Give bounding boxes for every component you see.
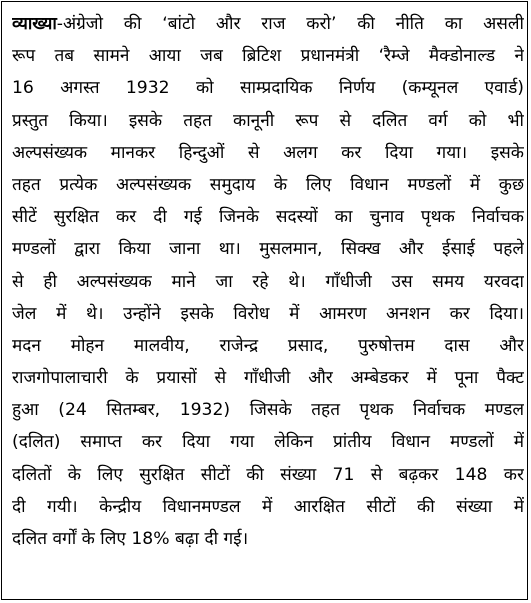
passage-line-5: अल्पसंख्यक मानकर हिन्दुओं से अलग कर दिया गया। इसके (12, 142, 524, 163)
passage-line-6: तहत प्रत्येक अल्पसंख्यक समुदाय के लिए विधान मण्डलों में कुछ (12, 174, 524, 195)
passage-line-9: से ही अल्पसंख्यक माने जा रहे थे। गाँधीजी उस समय यरवदा (12, 271, 524, 292)
passage-line-17: दलित वर्गों के लिए 18% बढ़ा दी गई। (12, 529, 249, 549)
passage-line-13: हुआ (24 सितम्बर, 1932) जिसके तहत पृथक निर्वाचक मण्डल (12, 400, 524, 421)
passage-line-text: -अंग्रेजो की ‘बांटो और राज करो’ की नीति का असली (56, 14, 524, 34)
passage-line-14: (दलित) समाप्त कर दिया गया लेकिन प्रांतीय विधान मण्डलों में (12, 432, 524, 453)
passage-text (12, 8, 524, 555)
passage-line-1 (12, 8, 524, 40)
passage-box (1, 1, 528, 600)
passage-line-7: सीटें सुरक्षित कर दी गई जिनके सदस्यों का चुनाव पृथक निर्वाचक (12, 207, 524, 228)
passage-line-3: 16 अगस्त 1932 को साम्प्रदायिक निर्णय (कम्यूनल एवार्ड) (12, 78, 524, 99)
passage-line-10: जेल में थे। उन्होंने इसके विरोध में आमरण अनशन कर दिया। (12, 303, 524, 324)
passage-line-15: दलितों के लिए सुरक्षित सीटों की संख्या 71 से बढ़कर 148 कर (12, 464, 524, 485)
passage-line-2: रूप तब सामने आया जब ब्रिटिश प्रधानमंत्री ‘रैम्जे मैक्डोनाल्ड ने (12, 46, 524, 67)
passage-line-8: मण्डलों द्वारा किया जाना था। मुसलमान, सिक्ख और ईसाई पहले (12, 239, 524, 260)
passage-line-4: प्रस्तुत किया। इसके तहत कानूनी रूप से दलित वर्ग को भी (12, 110, 524, 131)
passage-line-11: मदन मोहन मालवीय, राजेन्द्र प्रसाद, पुरुषोत्तम दास और (12, 335, 524, 356)
passage-line-12: राजगोपालाचारी के प्रयासों से गाँधीजी और अम्बेडकर में पूना पैक्ट (12, 368, 524, 389)
passage-heading: व्याख्या (12, 14, 57, 34)
passage-line-16: दी गयी। केन्द्रीय विधानमण्डल में आरक्षित सीटों की संख्या में (12, 496, 524, 517)
